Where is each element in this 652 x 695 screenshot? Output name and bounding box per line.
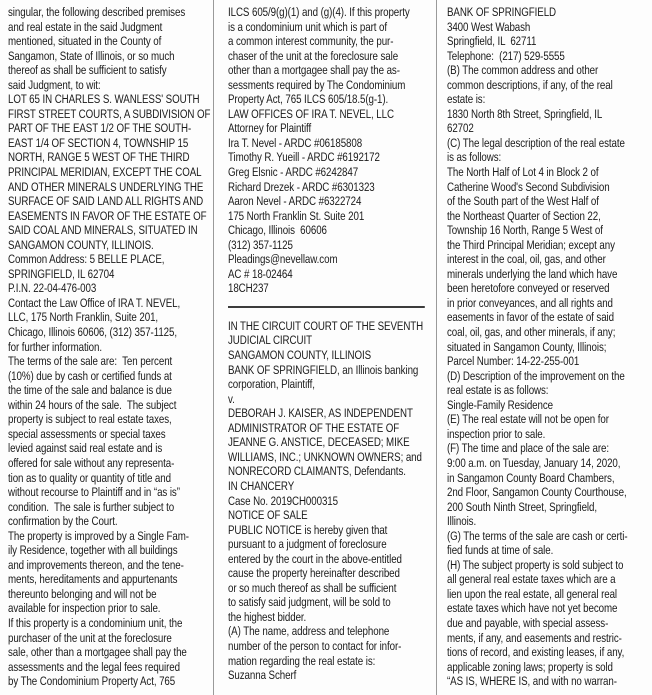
- text-line: thereof as shall be sufficient to satisfy: [8, 63, 167, 78]
- text-line: Common Address: 5 BELLE PLACE,: [8, 252, 165, 267]
- text-line: ily Residence, together with all buildings: [8, 543, 178, 558]
- text-line: 9:00 a.m. on Tuesday, January 14, 2020,: [447, 455, 621, 470]
- text-line: The property is improved by a Single Fam-: [8, 528, 189, 543]
- text-line: (B) The common address and other: [447, 63, 599, 78]
- text-line: (E) The real estate will not be open for: [447, 412, 609, 427]
- text-line: minerals underlying the land which have: [447, 266, 618, 281]
- text-line: (C) The legal description of the real estate: [447, 135, 625, 150]
- text-line: thereunto belonging and will not be: [8, 586, 157, 601]
- text-line: by The Condominium Property Act, 765: [8, 674, 176, 689]
- text-line: the highest bidder.: [228, 609, 307, 624]
- text-line: Sangamon, State of Illinois, or so much: [8, 48, 175, 63]
- text-line: FIRST STREET COURTS, A SUBDIVISION OF: [8, 106, 211, 121]
- text-line: and real estate in the said Judgment: [8, 19, 163, 34]
- text-line: PUBLIC NOTICE is hereby given that: [228, 522, 388, 537]
- text-line: ILCS 605/9(g)(1) and (g)(4). If this property: [228, 5, 410, 19]
- notice-column-2: [228, 5, 433, 683]
- notice-column-3: [447, 5, 652, 689]
- column-divider: [436, 0, 437, 695]
- text-line: a common interest community, the pur-: [228, 34, 394, 49]
- text-line: (F) The time and place of the sale are:: [447, 441, 609, 456]
- text-line: 2nd Floor, Sangamon County Courthouse,: [447, 485, 627, 500]
- notice-column-2-text: [228, 5, 430, 683]
- text-line: AND OTHER MINERALS UNDERLYING THE: [8, 179, 204, 194]
- text-line: IN CHANCERY: [228, 478, 295, 493]
- text-line: special assessments or special taxes: [8, 426, 166, 441]
- text-line: v.: [228, 391, 235, 406]
- text-line: ments, if any, and easements and restric-: [447, 630, 622, 645]
- text-line: pursuant to a judgment of foreclosure: [228, 537, 387, 552]
- text-line: SANGAMON COUNTY, ILLINOIS: [228, 348, 372, 363]
- text-line: Township 16 North, Range 5 West of: [447, 223, 603, 238]
- text-line: LAW OFFICES OF IRA T. NEVEL, LLC: [228, 106, 394, 121]
- text-line: SURFACE OF SAID LAND ALL RIGHTS AND: [8, 194, 204, 209]
- text-line: and improvements thereon, and the tene-: [8, 557, 184, 572]
- text-line: been heretofore conveyed or reserved: [447, 281, 610, 296]
- text-line: interest in the coal, oil, gas, and other: [447, 252, 606, 267]
- text-line: number of the person to contact for infor-: [228, 638, 402, 653]
- text-line: the Northeast Quarter of Section 22,: [447, 208, 601, 223]
- text-line: 62702: [447, 121, 474, 136]
- text-line: the time of the sale and balance is due: [8, 383, 172, 398]
- text-line: “AS IS, WHERE IS, and with no warran-: [447, 674, 617, 689]
- text-line: mation regarding the real estate is:: [228, 653, 376, 668]
- text-line: ments, hereditaments and appurtenants: [8, 572, 178, 587]
- text-line: confirmation by the Court.: [8, 514, 118, 529]
- text-line: applicable zoning laws; property is sold: [447, 659, 613, 674]
- text-line: LLC, 175 North Franklin, Suite 201,: [8, 310, 159, 325]
- text-line: P.I.N. 22-04-476-003: [8, 281, 97, 296]
- text-line: IN THE CIRCUIT COURT OF THE SEVENTH: [228, 318, 424, 333]
- text-line: Suzanna Scherf: [228, 668, 297, 683]
- text-line: PRINCIPAL MERIDIAN, EXCEPT THE COAL: [8, 165, 202, 180]
- text-line: situated in Sangamon County, Illinois;: [447, 339, 607, 354]
- text-line: is a condominium unit which is part of: [228, 19, 387, 34]
- text-line: Richard Drezek - ARDC #6301323: [228, 179, 375, 194]
- text-line: NOTICE OF SALE: [228, 508, 308, 523]
- text-line: real estate is as follows:: [447, 383, 549, 398]
- text-line: in prior conveyances, and all rights and: [447, 295, 613, 310]
- text-line: (D) Description of the improvement on the: [447, 368, 625, 383]
- text-line: other than a mortgagee shall pay the as-: [228, 63, 400, 78]
- notice-column-1-text: [8, 5, 210, 689]
- text-line: sale, other than a mortgagee shall pay the: [8, 645, 187, 660]
- text-line: Property Act, 765 ILCS 605/18.5(g-1).: [228, 92, 389, 107]
- text-line: NORTH, RANGE 5 WEST OF THE THIRD: [8, 150, 190, 165]
- text-line: If this property is a condominium unit, the: [8, 615, 183, 630]
- text-line: 175 North Franklin St. Suite 201: [228, 208, 365, 223]
- text-line: lien upon the real estate, all general real: [447, 586, 618, 601]
- text-line: estate is:: [447, 92, 486, 107]
- text-line: corporation, Plaintiff,: [228, 377, 315, 392]
- text-line: singular, the following described premises: [8, 5, 186, 19]
- text-line: JUDICIAL CIRCUIT: [228, 333, 312, 348]
- text-line: sessments required by The Condominium: [228, 77, 406, 92]
- text-line: Chicago, Illinois 60606, (312) 357-1125,: [8, 325, 177, 340]
- text-line: due and payable, with special assess-: [447, 615, 609, 630]
- text-line: within 24 hours of the sale. The subject: [8, 397, 177, 412]
- text-line: Illinois.: [447, 514, 477, 529]
- text-line: 3400 West Wabash: [447, 19, 531, 34]
- text-line: JEANNE G. ANSTICE, DECEASED; MIKE: [228, 435, 410, 450]
- text-line: tions of record, and existing leases, if any,: [447, 645, 625, 660]
- text-line: (G) The terms of the sale are cash or certi-: [447, 528, 628, 543]
- text-line: said Judgment, to wit:: [8, 77, 101, 92]
- text-line: 1830 North 8th Street, Springfield, IL: [447, 106, 603, 121]
- text-line: the Third Principal Meridian; except any: [447, 237, 615, 252]
- text-line: Case No. 2019CH000315: [228, 493, 338, 508]
- text-line: fied funds at time of sale.: [447, 543, 554, 558]
- text-line: Attorney for Plaintiff: [228, 121, 312, 136]
- text-line: DEBORAH J. KAISER, AS INDEPENDENT: [228, 406, 413, 421]
- text-line: Telephone: (217) 529-5555: [447, 48, 565, 63]
- text-line: Springfield, IL 62711: [447, 34, 537, 49]
- text-line: EAST 1/4 OF SECTION 4, TOWNSHIP 15: [8, 135, 189, 150]
- text-line: SAID COAL AND MINERALS, SITUATED IN: [8, 223, 198, 238]
- text-line: LOT 65 IN CHARLES S. WANLESS' SOUTH: [8, 92, 200, 107]
- text-line: without recourse to Plaintiff and in “as is”: [8, 485, 180, 500]
- text-line: coal, oil, gas, and other minerals, if any;: [447, 325, 616, 340]
- text-line: The terms of the sale are: Ten percent: [8, 354, 173, 369]
- notice-column-1: [8, 5, 213, 689]
- text-line: WILLIAMS, INC.; UNKNOWN OWNERS; and: [228, 449, 422, 464]
- text-line: Timothy R. Yueill - ARDC #6192172: [228, 150, 380, 165]
- text-line: 200 South Ninth Street, Springfield,: [447, 499, 597, 514]
- text-line: inspection prior to sale.: [447, 426, 546, 441]
- text-line: offered for sale without any representa-: [8, 455, 175, 470]
- text-line: condition. The sale is further subject to: [8, 499, 175, 514]
- text-line: (10%) due by cash or certified funds at: [8, 368, 172, 383]
- text-line: (312) 357-1125: [228, 237, 293, 252]
- text-line: tion as to quality or quantity of title and: [8, 470, 171, 485]
- text-line: EASEMENTS IN FAVOR OF THE ESTATE OF: [8, 208, 207, 223]
- text-line: Catherine Wood's Second Subdivision: [447, 179, 610, 194]
- text-line: 18CH237: [228, 281, 269, 296]
- text-line: Greg Elsnic - ARDC #6242847: [228, 165, 359, 180]
- text-line: NONRECORD CLAIMANTS, Defendants.: [228, 464, 406, 479]
- section-divider: [228, 306, 425, 308]
- text-line: property is subject to real estate taxes,: [8, 412, 172, 427]
- text-line: ADMINISTRATOR OF THE ESTATE OF: [228, 420, 400, 435]
- text-line: Parcel Number: 14-22-255-001: [447, 354, 580, 369]
- notice-column-3-text: [447, 5, 649, 689]
- text-line: The North Half of Lot 4 in Block 2 of: [447, 165, 599, 180]
- text-line: estate taxes which have not yet become: [447, 601, 618, 616]
- text-line: cause the property hereinafter described: [228, 566, 400, 581]
- text-line: Single-Family Residence: [447, 397, 553, 412]
- text-line: (H) The subject property is sold subject to: [447, 557, 624, 572]
- text-line: SANGAMON COUNTY, ILLINOIS.: [8, 237, 154, 252]
- text-line: or so much thereof as shall be sufficient: [228, 580, 397, 595]
- text-line: levied against said real estate and is: [8, 441, 163, 456]
- text-line: AC # 18-02464: [228, 266, 293, 281]
- text-line: PART OF THE EAST 1/2 OF THE SOUTH-: [8, 121, 192, 136]
- column-divider: [213, 0, 214, 695]
- text-line: for further information.: [8, 339, 102, 354]
- text-line: common descriptions, if any, of the real: [447, 77, 613, 92]
- text-line: (A) The name, address and telephone: [228, 624, 390, 639]
- text-line: chaser of the unit at the foreclosure sale: [228, 48, 399, 63]
- text-line: BANK OF SPRINGFIELD: [447, 5, 557, 19]
- text-line: Aaron Nevel - ARDC #6322724: [228, 194, 362, 209]
- text-line: of the South part of the West Half of: [447, 194, 599, 209]
- text-line: Chicago, Illinois 60606: [228, 223, 327, 238]
- text-line: mentioned, situated in the County of: [8, 34, 162, 49]
- text-line: to satisfy said judgment, will be sold to: [228, 595, 391, 610]
- text-line: available for inspection prior to sale.: [8, 601, 161, 616]
- text-line: BANK OF SPRINGFIELD, an Illinois banking: [228, 362, 419, 377]
- text-line: purchaser of the unit at the foreclosure: [8, 630, 172, 645]
- text-line: in Sangamon County Board Chambers,: [447, 470, 615, 485]
- text-line: is as follows:: [447, 150, 502, 165]
- text-line: Contact the Law Office of IRA T. NEVEL,: [8, 295, 181, 310]
- text-line: Pleadings@nevellaw.com: [228, 252, 338, 267]
- text-line: all general real estate taxes which are a: [447, 572, 616, 587]
- text-line: Ira T. Nevel - ARDC #06185808: [228, 135, 363, 150]
- text-line: SPRINGFIELD, IL 62704: [8, 266, 115, 281]
- text-line: easements in favor of the estate of said: [447, 310, 614, 325]
- text-line: entered by the court in the above-entitled: [228, 551, 402, 566]
- text-line: assessments and the legal fees required: [8, 659, 180, 674]
